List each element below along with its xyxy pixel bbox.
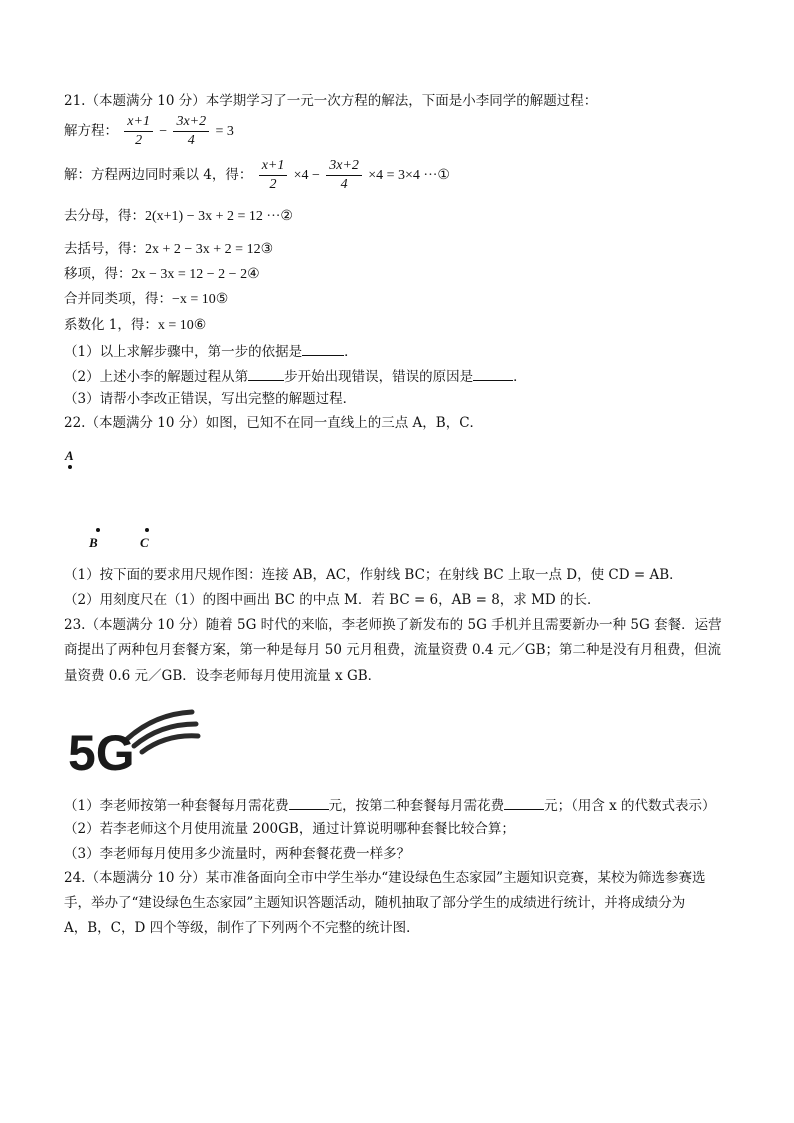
5g-logo-text: 5G	[68, 725, 135, 778]
q21-intro: 21.（本题满分 10 分）本学期学习了一元一次方程的解法，下面是小李同学的解题过程：	[64, 93, 598, 109]
q23-part1-blank1[interactable]	[289, 795, 329, 810]
q23-part1: （1）李老师按第一种套餐每月需花费 元，按第二种套餐每月需花费 元；（用含 x 的代数式表示）	[64, 795, 716, 815]
q21-solve-label: 解方程：	[64, 123, 118, 139]
q24-line1: 24.（本题满分 10 分）某市准备面向全市中学生举办“建设绿色生态家园”主题知识竞赛，某校为筛选参赛选	[64, 870, 706, 886]
q21-s1-frac1: $\frac{x+1}{2}$	[259, 157, 288, 194]
q23-part3: （3）李老师每月使用多少流量时，两种套餐花费一样多？	[64, 846, 411, 862]
q21-part2-blank1[interactable]	[248, 366, 284, 381]
q23-line1: 23.（本题满分 10 分）随着 5G 时代的来临，李老师换了新发布的 5G 手机并且需要新办一种 5G 套餐．运营	[64, 617, 722, 633]
q23-part1-blank2[interactable]	[504, 795, 544, 810]
q21-part2-blank2[interactable]	[473, 366, 513, 381]
q22-points-figure	[64, 446, 174, 552]
q21-step1: 解：方程两边同时乘以 4，得： $\frac{x+1}{2}$ ×4 − $\frac{3x+2}{4}$ ×4 = 3×4 ···①	[64, 158, 450, 192]
q24-line2: 手，举办了“建设绿色生态家园”主题知识答题活动，随机抽取了部分学生的成绩进行统计，并将成绩分为	[64, 895, 686, 911]
point-a-label: A	[65, 448, 74, 463]
q21-eq-frac2: $\frac{3x+2}{4}$	[173, 113, 209, 150]
q22-part2: （2）用刻度尺在（1）的图中画出 BC 的中点 M．若 BC = 6，AB = 8，求 MD 的长．	[64, 592, 601, 608]
q22-intro: 22.（本题满分 10 分）如图，已知不在同一直线上的三点 A，B，C．	[64, 415, 484, 431]
point-c	[145, 528, 149, 532]
q21-eq-frac1: $\frac{x+1}{2}$	[124, 113, 153, 150]
q21-step3: 去括号，得：2x + 2 − 3x + 2 = 12③	[64, 241, 274, 257]
q24-line3: A，B，C，D 四个等级，制作了下列两个不完整的统计图．	[64, 920, 420, 936]
q21-part1: （1）以上求解步骤中，第一步的依据是 ．	[64, 341, 358, 361]
point-b-label: B	[89, 535, 98, 550]
point-b	[96, 528, 100, 532]
point-c-label: C	[140, 535, 149, 550]
q21-step5: 合并同类项，得：−x = 10⑤	[64, 291, 229, 307]
5g-signal-icon	[64, 696, 202, 778]
q23-line2: 商提出了两种包月套餐方案，第一种是每月 50 元月租费，流量资费 0.4 元／GB；第二种是没有月租费，但流	[64, 642, 722, 658]
q23-part2: （2）若李老师这个月使用流量 200GB，通过计算说明哪种套餐比较合算；	[64, 821, 515, 837]
q21-step4: 移项，得：2x − 3x = 12 − 2 − 2④	[64, 266, 260, 282]
5g-logo	[64, 696, 202, 778]
q21-equation: 解方程： $\frac{x+1}{2}$ − $\frac{3x+2}{4}$ = 3	[64, 114, 234, 148]
q21-part1-blank[interactable]	[302, 341, 344, 356]
q21-step2: 去分母，得：2(x+1) − 3x + 2 = 12 ···②	[64, 208, 293, 224]
q21-step6: 系数化 1，得：x = 10⑥	[64, 317, 207, 333]
q22-part1: （1）按下面的要求用尺规作图：连接 AB，AC，作射线 BC；在射线 BC 上取一点 D，使 CD = AB．	[64, 567, 683, 583]
q21-part3: （3）请帮小李改正错误，写出完整的解题过程．	[64, 391, 357, 407]
q21-part2: （2）上述小李的解题过程从第 步开始出现错误，错误的原因是 ．	[64, 366, 527, 386]
q23-line3: 量资费 0.6 元／GB．设李老师每月使用流量 x GB．	[64, 668, 382, 684]
q21-s1-frac2: $\frac{3x+2}{4}$	[326, 157, 362, 194]
point-a	[68, 465, 72, 469]
